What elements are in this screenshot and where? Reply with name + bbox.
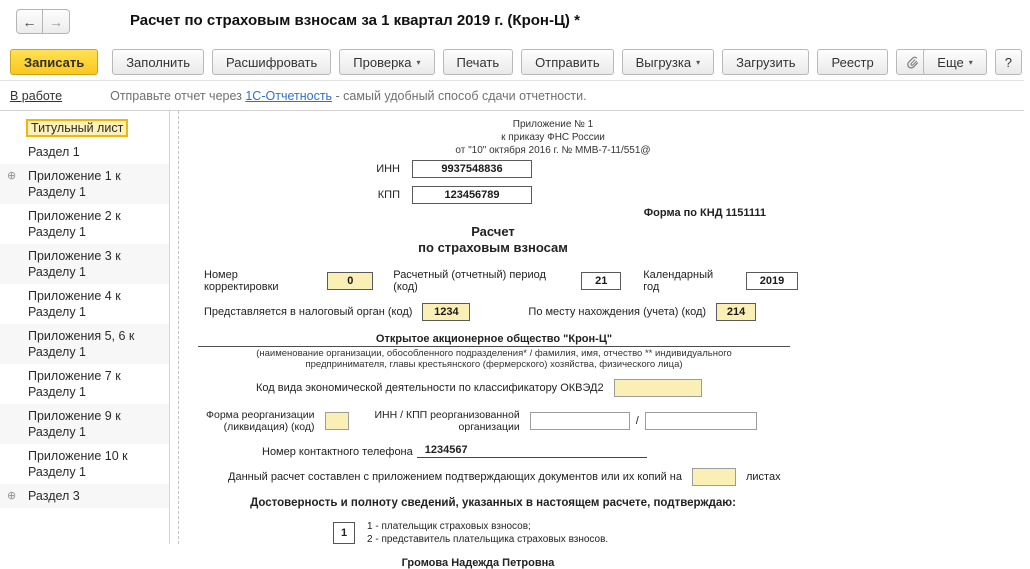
registry-button[interactable]: Реестр (817, 49, 887, 75)
toolbar-right-group (923, 49, 1030, 75)
document-title-line: Расчет (471, 224, 515, 239)
dropdown-caret-icon: ▾ (696, 58, 701, 67)
titlebar (0, 0, 1024, 44)
attached-documents-label: Данный расчет составлен с приложением подтверждающих документов или их копий на (228, 471, 682, 483)
section-sidebar (0, 111, 170, 544)
sidebar-item-label: Приложение 9 к Разделу 1 (28, 409, 121, 439)
help-button[interactable]: ? (995, 49, 1022, 75)
sidebar-item-label: Приложение 1 к Разделу 1 (28, 169, 121, 199)
reorg-form-code-field[interactable] (325, 412, 349, 430)
reorg-form-label (206, 409, 315, 433)
sidebar-item-appendix-10[interactable] (0, 444, 169, 484)
reorg-form-label-line: (ликвидация) (код) (223, 421, 315, 433)
back-button[interactable]: ← (16, 9, 43, 34)
save-button[interactable]: Записать (10, 49, 98, 75)
location-code-label: По месту нахождения (учета) (код) (528, 306, 707, 318)
check-button-label: Проверка (353, 54, 412, 70)
document-title (198, 224, 788, 256)
more-button-label: Еще (937, 54, 964, 70)
reorg-kpp-field[interactable] (645, 412, 757, 430)
expand-plus-icon[interactable]: ⊕ (7, 170, 17, 182)
inn-label: ИНН (376, 163, 400, 175)
inn-row (198, 160, 798, 178)
signer-type-field[interactable]: 1 (333, 522, 355, 544)
sidebar-item-label: Раздел 3 (28, 489, 80, 503)
reorg-inn-kpp-label (375, 409, 520, 433)
decrypt-button[interactable]: Расшифровать (212, 49, 331, 75)
signer-type-options (367, 520, 608, 546)
fill-button[interactable]: Заполнить (112, 49, 204, 75)
print-button[interactable]: Печать (443, 49, 514, 75)
okved-row (198, 379, 798, 397)
reorganization-row (198, 409, 798, 433)
reorg-inn-kpp-label-line: организации (458, 421, 520, 433)
main-area (0, 110, 1024, 569)
title-page-sheet (198, 118, 798, 569)
1c-reporting-link[interactable]: 1С-Отчетность (245, 88, 333, 103)
sidebar-item-section-1[interactable] (0, 140, 169, 164)
inn-field[interactable]: 9937548836 (412, 160, 532, 178)
sidebar-item-label: Приложение 2 к Разделу 1 (28, 209, 121, 239)
organization-hint-line: (наименование организации, обособленного подразделения* / фамилия, имя, отчество ** индивидуального (256, 348, 732, 359)
page-boundary-divider (178, 111, 179, 544)
status-message-prefix: Отправьте отчет через (110, 88, 246, 103)
status-message-suffix: - самый удобный способ сдачи отчетности. (332, 88, 587, 103)
signer-type-row (333, 520, 798, 546)
signer-option: 1 - плательщик страховых взносов; (367, 521, 531, 532)
reorg-form-label-line: Форма реорганизации (206, 409, 315, 421)
sidebar-item-label: Приложение 4 к Разделу 1 (28, 289, 121, 319)
sidebar-item-appendix-7[interactable] (0, 364, 169, 404)
sidebar-item-appendix-4[interactable] (0, 284, 169, 324)
appendix-reference (433, 118, 673, 157)
more-button[interactable] (923, 49, 986, 75)
sidebar-item-label: Приложение 7 к Разделу 1 (28, 369, 121, 399)
period-label: Расчетный (отчетный) период (код) (393, 269, 546, 293)
check-button[interactable] (339, 49, 434, 75)
tax-authority-label: Представляется в налоговый орган (код) (204, 306, 413, 318)
sidebar-item-label: Приложение 3 к Разделу 1 (28, 249, 121, 279)
sidebar-item-label: Приложения 5, 6 к Разделу 1 (28, 329, 135, 359)
sidebar-item-label: Титульный лист (28, 121, 126, 135)
organization-name-hint (198, 348, 790, 370)
confirmation-title: Достоверность и полноту сведений, указанных в настоящем расчете, подтверждаю: (250, 497, 736, 509)
reorg-inn-field[interactable] (530, 412, 630, 430)
period-code-field[interactable]: 21 (581, 272, 621, 290)
load-button[interactable]: Загрузить (722, 49, 809, 75)
okved-field[interactable] (614, 379, 702, 397)
send-button[interactable]: Отправить (521, 49, 613, 75)
location-code-field[interactable]: 214 (716, 303, 756, 321)
export-button-label: Выгрузка (635, 54, 692, 70)
sidebar-item-appendix-3[interactable] (0, 244, 169, 284)
expand-plus-icon[interactable]: ⊕ (7, 490, 17, 502)
phone-row (198, 444, 798, 458)
okved-label: Код вида экономической деятельности по классификатору ОКВЭД2 (256, 382, 604, 394)
appendix-line: от "10" октября 2016 г. № ММВ-7-11/551@ (455, 145, 651, 156)
report-state-link[interactable]: В работе (10, 88, 63, 103)
appendix-line: к приказу ФНС России (501, 132, 605, 143)
status-message (110, 89, 587, 103)
dropdown-caret-icon: ▾ (416, 58, 421, 67)
correction-label: Номер корректировки (204, 269, 279, 293)
correction-row (198, 269, 798, 293)
phone-label: Номер контактного телефона (262, 446, 413, 458)
sidebar-item-appendix-1[interactable] (0, 164, 169, 204)
kpp-field[interactable]: 123456789 (412, 186, 532, 204)
dropdown-caret-icon: ▾ (968, 58, 973, 67)
export-button[interactable] (622, 49, 715, 75)
inn-kpp-slash: / (635, 415, 639, 427)
calendar-year-field[interactable]: 2019 (746, 272, 798, 290)
forward-button[interactable]: → (43, 9, 70, 34)
signer-name: Громова Надежда Петровна (401, 557, 555, 569)
organization-name: Открытое акционерное общество "Крон-Ц" (198, 333, 790, 347)
attached-documents-row (198, 468, 798, 486)
page-title: Расчет по страховым взносам за 1 квартал 2019 г. (Крон-Ц) * (130, 12, 580, 29)
sidebar-item-appendix-5-6[interactable] (0, 324, 169, 364)
paperclip-icon (905, 55, 920, 70)
reorg-inn-kpp-label-line: ИНН / КПП реорганизованной (374, 409, 520, 421)
attachment-pages-field[interactable] (692, 468, 736, 486)
sidebar-item-label: Приложение 10 к Разделу 1 (28, 449, 128, 479)
sidebar-item-label: Раздел 1 (28, 145, 80, 159)
correction-number-field[interactable]: 0 (327, 272, 373, 290)
phone-field[interactable]: 1234567 (417, 444, 647, 458)
document-title-line: по страховым взносам (418, 240, 568, 255)
toolbar (0, 44, 1024, 81)
appendix-line: Приложение № 1 (512, 119, 594, 130)
organization-hint-line: предпринимателя, главы крестьянского (фермерского) хозяйства, физического лица) (305, 359, 683, 370)
attached-documents-suffix: листах (745, 471, 781, 483)
sidebar-item-section-3[interactable] (0, 484, 169, 508)
tax-authority-row (198, 303, 798, 321)
kpp-label: КПП (377, 189, 400, 201)
statusbar (0, 81, 1024, 110)
knd-form-code: Форма по КНД 1151111 (643, 207, 766, 219)
tax-authority-code-field[interactable]: 1234 (422, 303, 470, 321)
year-label: Календарный год (643, 269, 714, 293)
sidebar-item-appendix-2[interactable] (0, 204, 169, 244)
history-nav (16, 9, 70, 34)
sidebar-item-title-page[interactable] (0, 116, 169, 140)
kpp-row (198, 186, 798, 204)
signer-option: 2 - представитель плательщика страховых взносов. (367, 534, 609, 545)
form-paper (186, 111, 1024, 569)
sidebar-item-appendix-9[interactable] (0, 404, 169, 444)
